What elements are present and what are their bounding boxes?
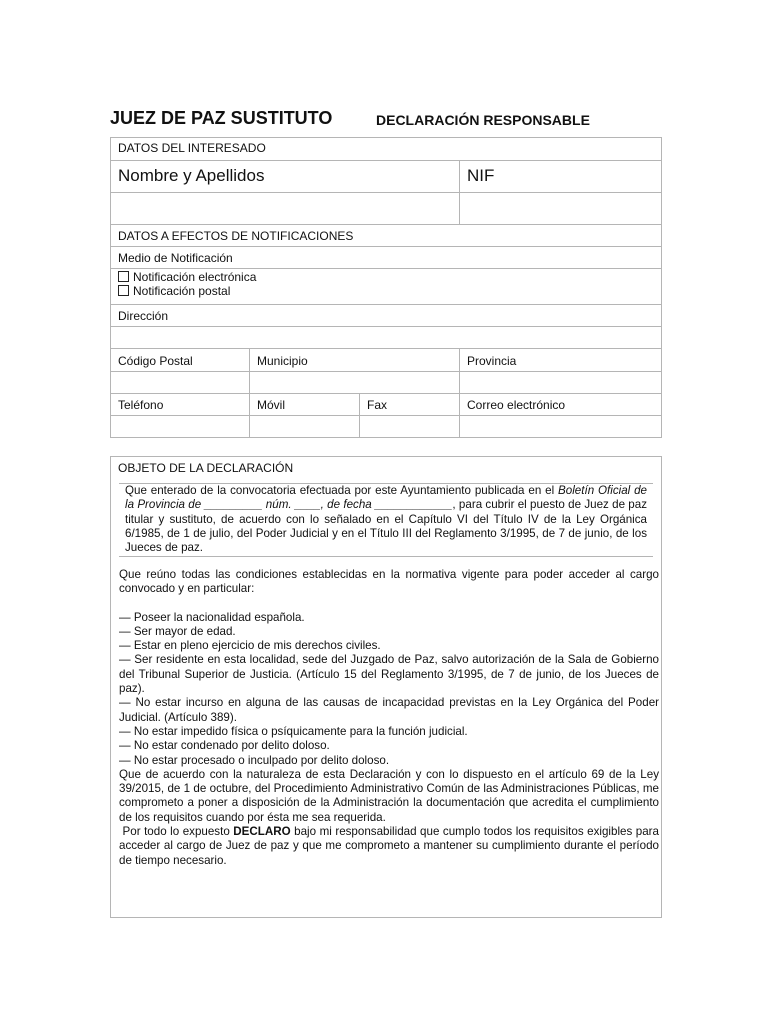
nombre-field[interactable] [111, 193, 459, 224]
compromiso-paragraph: Que de acuerdo con la naturaleza de esta Declaración y con lo dispuesto en el artículo 69 de la Ley 39/2015, de 1 de octubre, del Procedimiento Administrativo Común de las Administraciones Públicas, me comprometo a poner a disposición de la Administración la documentación que acredita el cumplimiento de los requisitos cuando por ésta me sea requerida. [119, 767, 659, 824]
provincia-label: Provincia [467, 354, 517, 368]
condiciones-paragraph: Que reúno todas las condiciones establecidas en la normativa vigente para poder acceder al cargo convocado y en particular: [119, 568, 659, 596]
datos-table [110, 137, 662, 438]
option-postal-label: Notificación postal [133, 284, 231, 298]
cp-field[interactable] [111, 372, 249, 393]
provincia-cell [459, 349, 661, 371]
declaro-keyword: DECLARO [233, 825, 291, 839]
movil-field[interactable] [249, 416, 359, 437]
nif-field[interactable] [459, 193, 661, 224]
direccion-label: Dirección [118, 309, 169, 323]
direccion-row [111, 304, 661, 326]
nif-label: NIF [467, 166, 495, 185]
notificaciones-section-label: DATOS A EFECTOS DE NOTIFICACIONES [118, 229, 354, 243]
option-postal[interactable] [118, 284, 256, 298]
nif-cell [459, 161, 661, 192]
option-electronica[interactable] [118, 270, 256, 284]
convocatoria-paragraph-box [119, 483, 653, 557]
form-subtitle: DECLARACIÓN RESPONSABLE [376, 112, 590, 128]
nombre-label: Nombre y Apellidos [118, 166, 265, 185]
declaracion-body [119, 568, 659, 868]
checkbox-postal[interactable] [118, 285, 129, 296]
telefono-field[interactable] [111, 416, 249, 437]
requisito-item: — No estar procesado o inculpado por delito doloso. [119, 753, 390, 767]
intro-text-1: Que enterado de la convocatoria efectuada por este Ayuntamiento publicada en el [125, 484, 559, 497]
fax-field[interactable] [359, 416, 459, 437]
medio-label: Medio de Notificación [118, 251, 233, 265]
convocatoria-paragraph [119, 484, 653, 556]
interesado-header-row [111, 138, 661, 160]
objeto-section-label: OBJETO DE LA DECLARACIÓN [118, 461, 294, 475]
medio-row [111, 246, 661, 268]
fax-label: Fax [367, 398, 388, 412]
requisito-item: — Ser mayor de edad. [119, 624, 236, 638]
nombre-nif-input-row [111, 192, 661, 224]
direccion-field[interactable] [111, 326, 661, 348]
objeto-section [110, 456, 662, 918]
cp-input-row [111, 371, 661, 393]
movil-label: Móvil [257, 398, 286, 412]
boletin-text: Boletín Oficial de la Provincia de _________ núm. ____, de fecha ____________ [125, 484, 647, 512]
municipio-label: Municipio [257, 354, 308, 368]
municipio-field[interactable] [249, 372, 459, 393]
fax-cell [359, 394, 459, 415]
checkbox-electronica[interactable] [118, 271, 129, 282]
cp-row [111, 348, 661, 371]
municipio-cell [249, 349, 459, 371]
declaro-paragraph [119, 825, 659, 868]
interesado-section-label: DATOS DEL INTERESADO [118, 141, 266, 155]
requisito-item: — Estar en pleno ejercicio de mis derechos civiles. [119, 639, 381, 653]
telefono-input-row [111, 415, 661, 437]
requisito-item: — No estar incurso en alguna de las causas de incapacidad previstas en la Ley Orgánica del Poder Judicial. (Artículo 389). [119, 696, 659, 724]
telefono-label: Teléfono [118, 398, 164, 412]
option-electronica-label: Notificación electrónica [133, 270, 257, 284]
final-text-2: bajo mi responsabilidad que cumplo todos los requisitos exigibles para acceder al cargo de Juez de paz y que me comprometo a mantener su cumplimiento durante el período de tiempo necesario. [119, 825, 659, 867]
intro-text-2: , para cubrir el puesto de Juez de paz titular y sustituto, de acuerdo con lo señalado en el Capítulo VI del Título IV de la Ley Orgánica 6/1985, de 1 de julio, del Poder Judicial y en el Título III del Reglamento 3/1995, de 7 de junio, de los Jueces de paz. [125, 498, 647, 555]
correo-cell [459, 394, 661, 415]
requisito-item: — No estar impedido física o psíquicamente para la función judicial. [119, 724, 468, 738]
notificaciones-header-row [111, 224, 661, 246]
requisito-item: — Ser residente en esta localidad, sede del Juzgado de Paz, salvo autorización de la Sala de Gobierno del Tribunal Superior de Justicia. (Artículo 15 del Reglamento 3/1995, de 7 de junio, de los Jueces de paz). [119, 653, 659, 696]
movil-cell [249, 394, 359, 415]
requisito-item: — No estar condenado por delito doloso. [119, 739, 330, 753]
correo-label: Correo electrónico [467, 398, 566, 412]
final-text-1: Por todo lo expuesto [122, 825, 234, 839]
form-title: JUEZ DE PAZ SUSTITUTO [110, 108, 333, 128]
provincia-field[interactable] [459, 372, 661, 393]
requisito-item: — Poseer la nacionalidad española. [119, 610, 305, 624]
nombre-nif-row [111, 160, 661, 192]
medio-options-row [111, 268, 661, 304]
correo-field[interactable] [459, 416, 661, 437]
cp-label: Código Postal [118, 354, 193, 368]
telefono-row [111, 393, 661, 415]
